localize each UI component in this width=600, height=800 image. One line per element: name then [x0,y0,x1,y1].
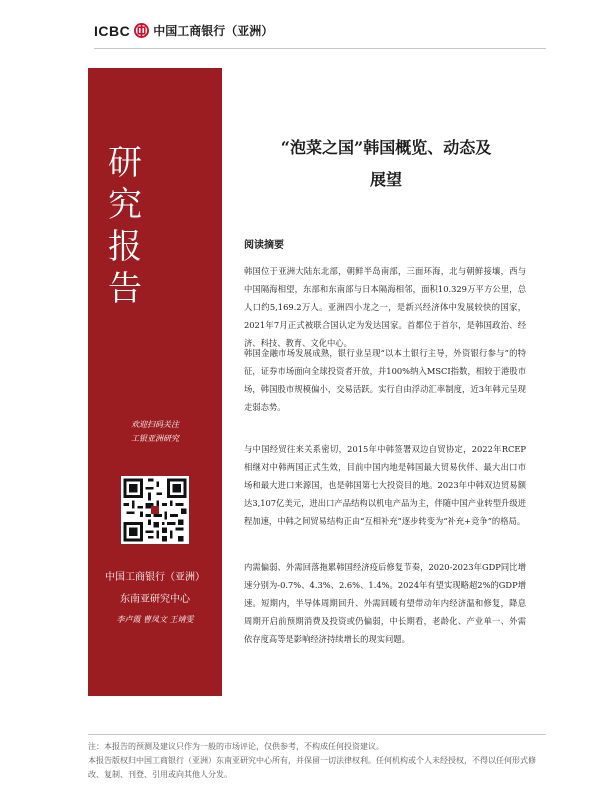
sidebar [88,68,222,696]
qr-code-icon[interactable] [121,476,189,544]
summary-paragraph: 与中国经贸往来关系密切，2015年中韩签署双边自贸协定，2022年RCEP相继对中韩两国正式生效，目前中国内地是韩国最大贸易伙伴、最大出口市场和最大进口来源国，也是韩国第七大投资目的地。2023年中韩双边贸易额达3,107亿美元，进出口产品结构以机电产品为主，伴随中国产业转型升级进程加速，中韩之间贸易结构正由“互相补充”逐步转变为“补充+竞争”的格局。 [244,444,526,526]
summary-paragraph: 韩国金融市场发展成熟，银行业呈现“以本土银行主导，外资银行参与”的特征，证券市场面向全球投资者开放，并100%纳入MSCI指数，相较于港股市场，韩国股市规模偏小，交易活跃。实行自由浮动汇率制度，近3年韩元呈现走弱态势。 [244,348,526,412]
report-title [244,132,528,196]
summary-paragraph: 内需偏弱、外需回落拖累韩国经济疫后修复节奏，2020-2023年GDP同比增速分别为-0.7%、4.3%、2.6%、1.4%。2024年有望实现略超2%的GDP增速。短期内，半导体周期回升、外需回暖有望带动年内经济温和修复，降息周期开启前预期消费及投资或仍偏弱，中长期看，老龄化、产业单一、外需依存度高等是影响经济持续增长的现实问题。 [244,562,526,644]
header-divider [94,48,546,49]
page-header [0,0,600,58]
bank-logo [94,22,273,39]
report-type-char: 究 [108,185,142,225]
org-name: 中国工商银行（亚洲） [105,572,205,583]
copyright-line: 本报告版权归中国工商银行（亚洲）东南亚研究中心所有，并保留一切法律权利。任何机构或个人未经授权，不得以任何形式修改、复制、刊登、引用或向其他人分发。 [88,756,536,779]
authors: 李卢霞 曹凤文 王靖雯 [116,615,194,624]
icbc-emblem-icon [134,23,149,38]
scan-prompt [88,418,222,446]
title-line: “泡菜之国”韩国概览、动态及 [280,138,492,157]
scan-line: 工银亚洲研究 [131,434,179,443]
summary-paragraph: 韩国位于亚洲大陆东北部，朝鲜半岛南部，三面环海，北与朝鲜接壤，西与中国隔海相望，东部和东南部与日本隔海相邻，面积10.329万平方公里，总人口约5,169.2万人。亚洲四小龙之一，是新兴经济体中发展较快的国家，2021年7月正式被联合国认定为发达国家。首都位于首尔，是韩国政治、经济、科技、教育、文化中心。 [244,266,526,348]
disclaimer [88,740,550,782]
summary-heading: 阅读摘要 [244,240,284,251]
footer-divider [88,734,546,735]
report-type-char: 研 [108,143,142,183]
title-line: 展望 [369,170,402,189]
report-type-char: 告 [108,269,142,309]
report-type [108,142,148,310]
brand-text: ICBC [94,22,131,39]
bank-name: 中国工商银行（亚洲） [153,24,274,38]
scan-line: 欢迎扫码关注 [131,420,179,429]
disclaimer-line: 注：本报告的预测及建议只作为一般的市场评论，仅供参考，不构成任何投资建议。 [88,742,384,751]
report-type-char: 报 [108,227,142,267]
org-department: 东南亚研究中心 [120,594,190,605]
